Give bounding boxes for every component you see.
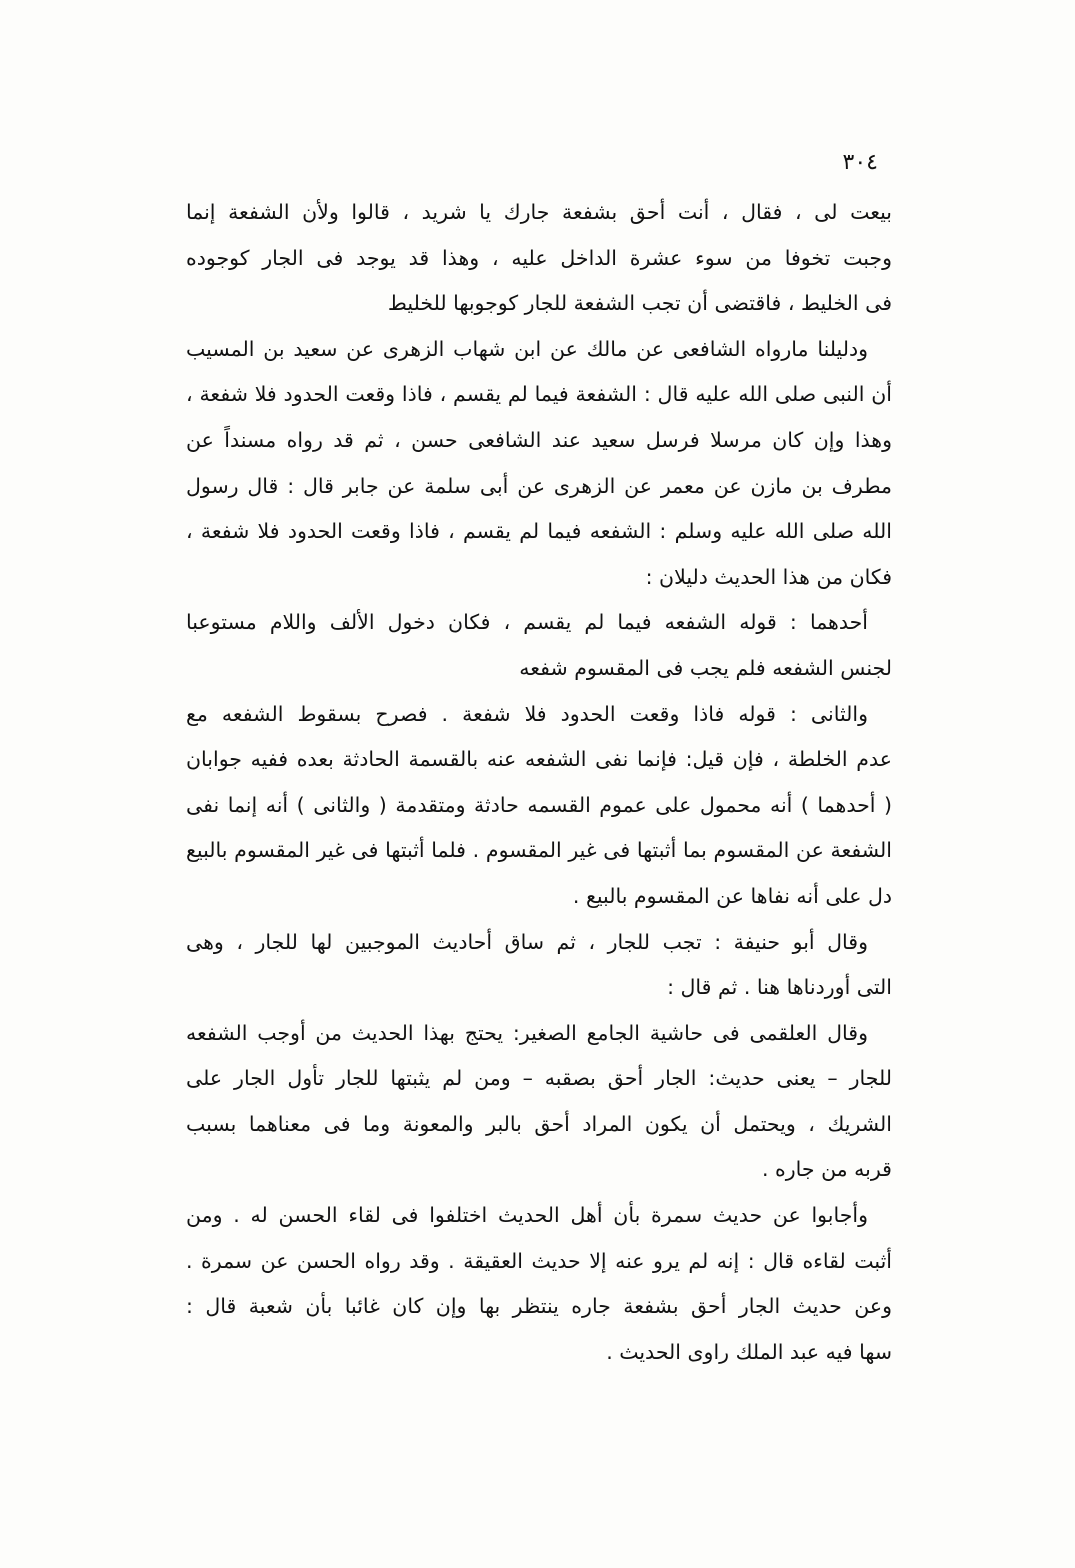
text-line: فكان من هذا الحديث دليلان : (645, 564, 892, 589)
text-line: مطرف بن مازن عن معمر عن الزهرى عن أبى سلمة عن جابر قال : قال رسول (186, 473, 892, 498)
text-line: بيعت لى ، فقال ، أنت أحق بشفعة جارك يا شريد ، قالوا ولأن الشفعة إنما (186, 200, 892, 224)
text-line: سها فيه عبد الملك راوى الحديث . (606, 1339, 892, 1364)
text-line: عدم الخلطة ، فإن قيل: فإنما نفى الشفعه عنه بالقسمة الحادثة بعده ففيه جوابان (186, 747, 892, 772)
text-line: الشريك ، ويحتمل أن يكون المراد أحق بالبر والمعونة وما فى معناهما بسبب (186, 1111, 892, 1136)
text-line: الشفعة عن المقسوم بما أثبتها فى غير المقسوم . فلما أثبتها فى غير المقسوم بالبيع (186, 838, 892, 863)
text-line: قربه من جاره . (761, 1157, 892, 1182)
body-text (186, 190, 892, 1375)
text-line: أن النبى صلى الله عليه قال : الشفعة فيما لم يقسم ، فاذا وقعت الحدود فلا شفعة ، (186, 382, 892, 407)
paragraph-start-line: أحدهما : قوله الشفعه فيما لم يقسم ، فكان دخول الألف واللام مستوعبا (186, 610, 868, 635)
text-line: التى أوردناها هنا . ثم قال : (667, 975, 892, 1000)
paragraph-start-line: والثانى : قوله فاذا وقعت الحدود فلا شفعة . فصرح بسقوط الشفعه مع (186, 701, 868, 726)
text-line: وعن حديث الجار أحق بشفعة جاره ينتظر بها وإن كان غائبا بأن شعبة قال : (186, 1294, 892, 1319)
text-line: وهذا وإن كان مرسلا فرسل سعيد عند الشافعى حسن ، ثم قد رواه مسنداً عن (186, 427, 892, 452)
text-line: الله صلى الله عليه وسلم : الشفعه فيما لم يقسم ، فاذا وقعت الحدود فلا شفعة ، (186, 519, 892, 544)
text-line: ( أحدهما ) أنه محمول على عموم القسمه حادثة ومتقدمة ( والثانى ) أنه إنما نفى (186, 792, 892, 817)
text-line: للجار – يعنى حديث: الجار أحق بصقبه – ومن لم يثبتها للجار تأول الجار على (186, 1066, 892, 1091)
paragraph-start-line: وقال العلقمى فى حاشية الجامع الصغير: يحتج بهذا الحديث من أوجب الشفعه (186, 1020, 868, 1045)
text-line: وجبت تخوفا من سوء عشرة الداخل عليه ، وهذا قد يوجد فى الجار كوجوده (186, 245, 892, 270)
paragraph-start-line: وقال أبو حنيفة : تجب للجار ، ثم ساق أحاديث الموجبين لها للجار ، وهى (186, 929, 868, 954)
paragraph-start-line: ودليلنا مارواه الشافعى عن مالك عن ابن شهاب الزهرى عن سعيد بن المسيب (186, 336, 868, 361)
text-line: لجنس الشفعه فلم يجب فى المقسوم شفعه (519, 655, 892, 680)
text-line: فى الخليط ، فاقتضى أن تجب الشفعة للجار كوجوبها للخليط (387, 291, 892, 316)
text-line: دل على أنه نفاها عن المقسوم بالبيع . (572, 883, 892, 908)
page-number: ٣٠٤ (842, 150, 878, 175)
text-line: أثبت لقاءه قال : إنه لم يرو عنه إلا حديث العقيقة . وقد رواه الحسن عن سمرة . (186, 1248, 892, 1273)
paragraph-start-line: وأجابوا عن حديث سمرة بأن أهل الحديث اختلفوا فى لقاء الحسن له . ومن (186, 1203, 868, 1228)
